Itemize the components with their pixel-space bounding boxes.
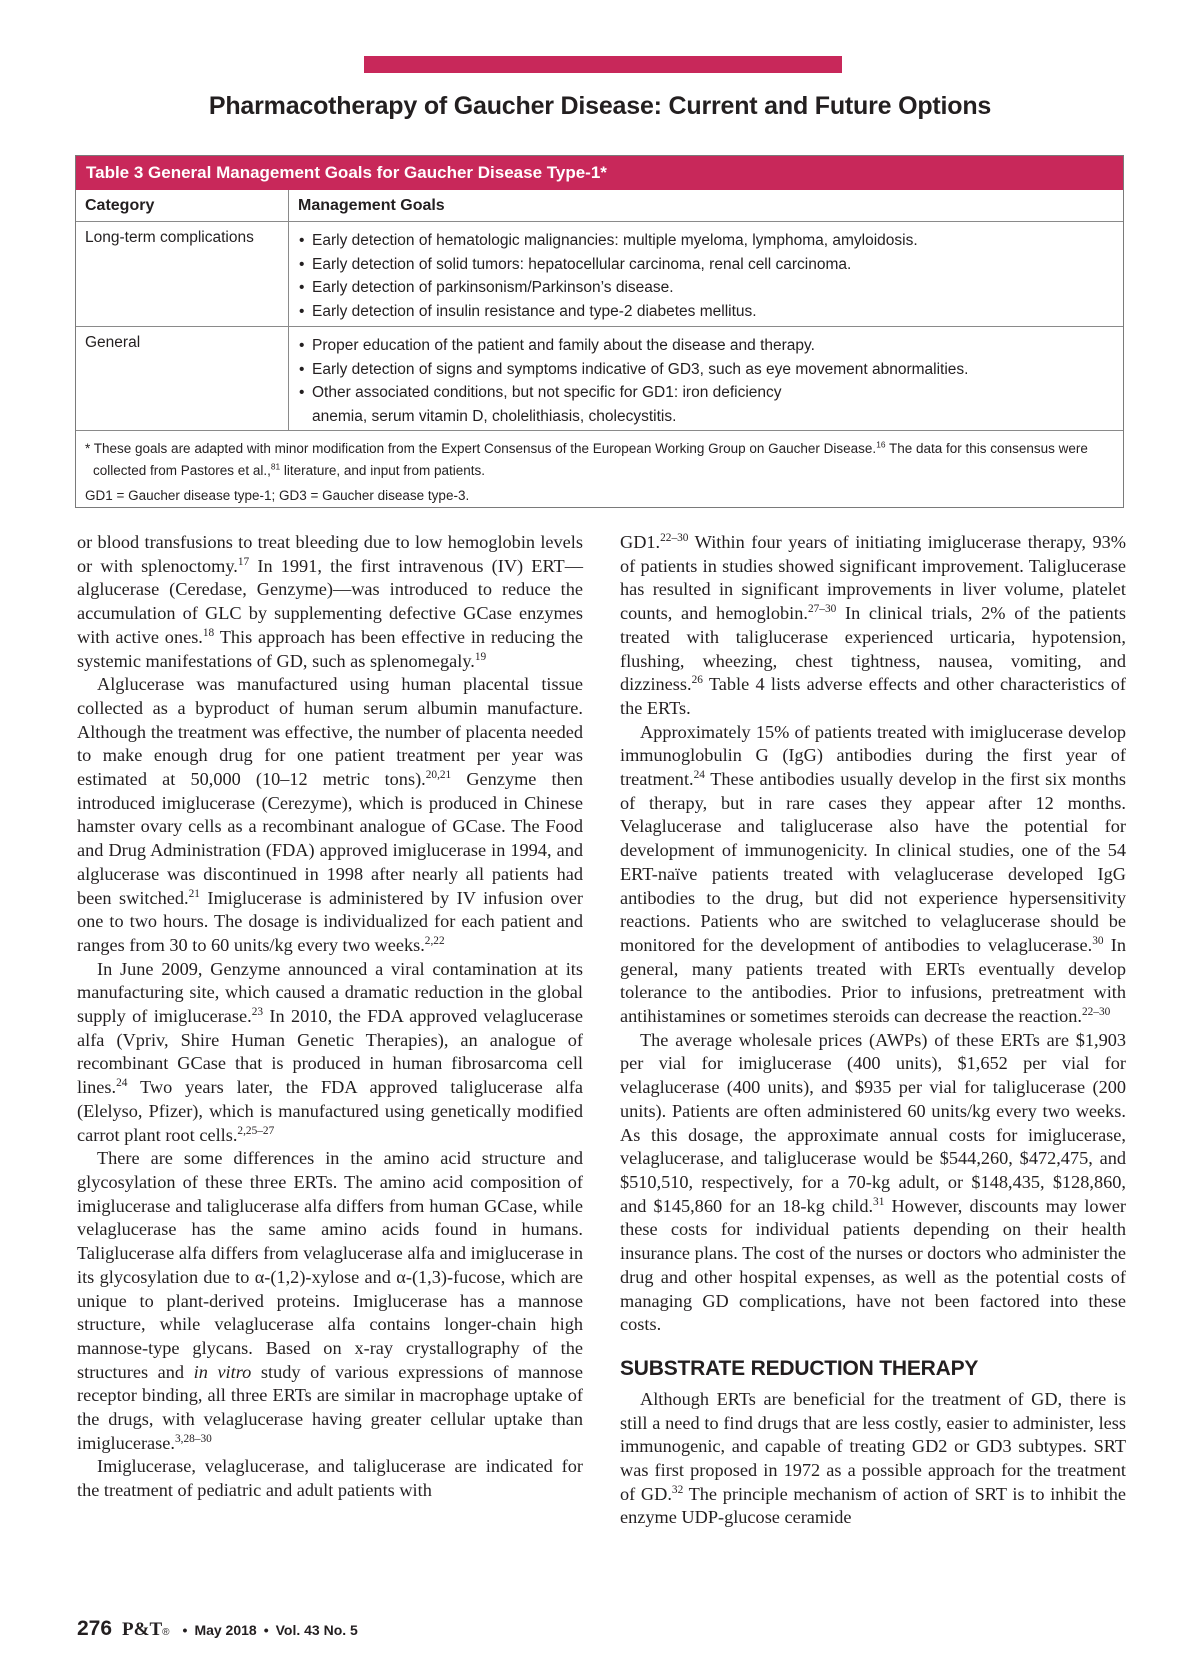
footer-separator: • <box>263 1622 269 1638</box>
volume-number: Vol. 43 No. 5 <box>275 1622 358 1638</box>
left-column <box>77 531 583 1503</box>
journal-name: P&T <box>122 1619 163 1640</box>
right-column <box>620 531 1126 1530</box>
body-paragraph: Alglucerase was manufactured using human placental tissue collected as a byproduct of human serum albumin manufacture. Although the treatment was effective, the number of placenta needed to make enough drug for one patient treatment per year was estimated at 50,000 (10–12 metric tons).$^{20,21}$ Genzyme then introduced imiglucerase (Cerezyme), which is produced in Chinese hamster ovary cells as a recombinant analogue of GCase. The Food and Drug Administration (FDA) approved imiglucerase in 1994, and alglucerase was discontinued in 1998 after nearly all patients had been switched.$^{21}$ Imiglucerase is administered by IV infusion over one to two hours. The dosage is individualized for each patient and ranges from 30 to 60 units/kg every two weeks.$^{2,22}$ <box>77 674 583 955</box>
row-category: General <box>76 327 289 430</box>
table-title: Table 3 General Management Goals for Gaucher Disease Type-1* <box>76 156 1123 190</box>
body-paragraph: GD1.$^{22-30}$ Within four years of initiating imiglucerase therapy, 93% of patients in studies showed significant improvement. Taliglucerase has resulted in significant improvements in liver volume, platelet counts, and hemoglobin.$^{27-30}$ In clinical trials, 2% of the patients treated with taliglucerase experienced urticaria, hypotension, flushing, wheezing, chest tightness, nausea, vomiting, and dizziness.$^{26}$ Table 4 lists adverse effects and other characteristics of the ERTs. <box>620 531 1126 718</box>
body-paragraph: In June 2009, Genzyme announced a viral contamination at its manufacturing site, which caused a dramatic reduction in the global supply of imiglucerase.$^{23}$ In 2010, the FDA approved velaglucerase alfa (Vpriv, Shire Human Genetic Therapies), an analogue of recombinant GCase that is produced in human fibrosarcoma cell lines.$^{24}$ Two years later, the FDA approved taliglucerase alfa (Elelyso, Pfizer), which is manufactured using genetically modified carrot plant root cells.$^{2,25-27}$ <box>77 958 584 1145</box>
goal-item: • Early detection of solid tumors: hepatocellular carcinoma, renal cell carcinoma. <box>298 253 1123 277</box>
body-paragraph: Approximately 15% of patients treated with imiglucerase develop immunoglobulin G (IgG) antibodies during the first year of treatment.$^{24}$ These antibodies usually develop in the first six months of therapy, but in rare cases they appear after 12 months. Velaglucerase and taliglucerase also have the potential for development of immunogenicity. In clinical studies, one of the 54 ERT-naïve patients treated with velaglucerase developed IgG antibodies to the drug, but did not experience hypersensitivity reactions. Patients who are switched to velaglucerase should be monitored for the development of antibodies to velaglucerase.$^{30}$ In general, many patients treated with ERTs eventually develop tolerance to the antibodies. Prior to infusions, pretreatment with antihistamines or sometimes steroids can decrease the reaction.$^{22-30}$ <box>620 721 1126 1027</box>
registered-mark: ® <box>162 1627 170 1638</box>
body-paragraph: There are some differences in the amino acid structure and glycosylation of these three ERTs. The amino acid composition of imiglucerase and taliglucerase alfa differs from human GCase, while velaglucerase has the same amino acids found in humans. Taliglucerase alfa differs from velaglucerase alfa and imiglucerase in its glycosylation due to α-(1,2)-xylose and α-(1,3)-fucose, which are unique to plant-derived proteins. Imiglucerase has a mannose structure, while velaglucerase alfa contains longer-chain high mannose-type glycans. Based on x-ray crystallography of the structures and in vitro study of various expressions of mannose receptor binding, all three ERTs are similar in macrophage uptake of the drugs, with velaglucerase having greater cellular uptake than imiglucerase.$^{3,28-30}$ <box>77 1148 583 1453</box>
body-paragraph: or blood transfusions to treat bleeding due to low hemoglobin levels or with splenoctomy.$^{17}$ In 1991, the first intravenous (IV) ERT—alglucerase (Ceredase, Genzyme)—was introduced to reduce the accumulation of GLC by supplementing defective GCase enzymes with active ones.$^{18}$ This approach has been effective in reducing the systemic manifestations of GD, such as splenomegaly.$^{19}$ <box>77 532 583 671</box>
goal-list <box>298 334 1123 428</box>
page-title: Pharmacotherapy of Gaucher Disease: Current and Future Options <box>208 92 992 120</box>
row-category: Long-term complications <box>76 222 289 326</box>
body-paragraph: Imiglucerase, velaglucerase, and taliglucerase are indicated for the treatment of pediatric and adult patients with <box>77 1456 583 1501</box>
table-header-row <box>76 190 1123 222</box>
page-number: 276 <box>77 1617 113 1640</box>
body-paragraph: The average wholesale prices (AWPs) of these ERTs are $1,903 per vial for imiglucerase (400 units), $1,652 per vial for velaglucerase (400 units), and $935 per vial for taliglucerase (200 units). Patients are often administered 60 units/kg every two weeks. As this dosage, the approximate annual costs for imiglucerase, velaglucerase, and taliglucerase would be $544,260, $472,475, and $510,510, respectively, for a 70-kg adult, or $148,435, $128,860, and $145,860 for an 18-kg child.$^{31}$ However, discounts may lower these costs for individual patients depending on their health insurance plans. The cost of the nurses or doctors who administer the drug and other hospital expenses, as well as the potential costs of managing GD complications, have not been factored into these costs. <box>620 1029 1126 1335</box>
page-footer <box>77 1617 358 1641</box>
goal-item: • Other associated conditions, but not specific for GD1: iron deficiency anemia, serum vitamin D, cholelithiasis, cholecystitis. <box>298 381 837 428</box>
section-heading: SUBSTRATE REDUCTION THERAPY <box>620 1356 979 1380</box>
goal-item: • Early detection of parkinsonism/Parkinson’s disease. <box>298 276 1123 300</box>
table-footnote: * These goals are adapted with minor modification from the Expert Consensus of the European Working Group on Gaucher Disease.$^{16}$ The data for this consensus were collected from Pastores et al.,$^{81}$ literature, and input from patients. <box>85 439 1088 478</box>
goal-item: • Early detection of insulin resistance and type-2 diabetes mellitus. <box>298 300 1123 324</box>
table-row <box>76 222 1123 327</box>
column-header-goals: Management Goals <box>298 197 445 214</box>
column-header-category: Category <box>76 190 289 221</box>
table-row <box>76 327 1123 431</box>
header-accent-bar <box>364 56 842 73</box>
goal-item: • Proper education of the patient and family about the disease and therapy. <box>298 334 1123 358</box>
issue-date: May 2018 <box>194 1622 257 1638</box>
footer-separator: • <box>182 1622 188 1638</box>
table-abbreviations: GD1 = Gaucher disease type-1; GD3 = Gaucher disease type-3. <box>85 488 470 503</box>
table-footnotes <box>76 431 1123 507</box>
goal-item: • Early detection of hematologic malignancies: multiple myeloma, lymphoma, amyloidosis. <box>298 229 1123 253</box>
goal-list <box>298 229 1123 323</box>
management-goals-table <box>75 155 1124 508</box>
body-paragraph: Although ERTs are beneficial for the treatment of GD, there is still a need to find drugs that are less costly, easier to administer, less immunogenic, and capable of treating GD2 or GD3 subtypes. SRT was first proposed in 1972 as a possible approach for the treatment of GD.$^{32}$ The principle mechanism of action of SRT is to inhibit the enzyme UDP-glucose ceramide <box>620 1388 1126 1528</box>
goal-item: • Early detection of signs and symptoms indicative of GD3, such as eye movement abnormalities. <box>298 358 1123 382</box>
